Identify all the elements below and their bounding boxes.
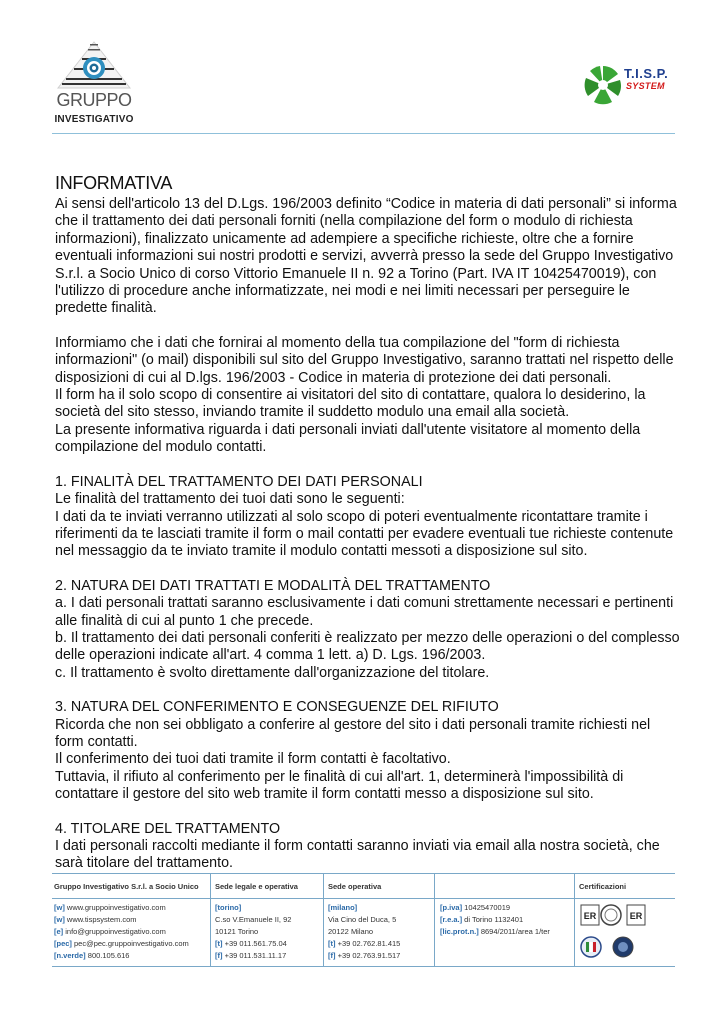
footer-website-2[interactable]: [w] www.tispsystem.com <box>54 915 137 924</box>
intro-paragraph-1: Ai sensi dell'articolo 13 del D.Lgs. 196/2003 definito “Codice in materia di dati personali” si informa che il trattamento dei dati personali forniti (nella compilazione del form o modulo di richiesta informazioni), finalizzato unicamente ad adempiere a specifiche richieste, oltre che a fornire eventuali informazioni sui nostri prodotti e servizi, avverrà presso la sede del Gruppo Investigativo S.r.l. a Socio Unico di corso Vittorio Emanuele II n. 92 a Torino (Part. IVA IT 10425470019), con l'utilizzo di procedure anche informatizzate, nei modi e nei limiti necessari per perseguire le predette finalità. <box>55 196 677 317</box>
tisp-wordmark: T.I.S.P. <box>624 66 669 81</box>
footer-partita-iva: [p.iva] 10425470019 <box>440 903 511 912</box>
footer-company-heading: Gruppo Investigativo S.r.l. a Socio Unico <box>54 882 199 891</box>
intro-paragraph-2: Informiamo che i dati che fornirai al momento della tua compilazione del "form di richiesta informazioni" (o mail) disponibili sul sito del Gruppo Investigativo, saranno trattati nel rispetto delle disposizioni di cui al D.lgs. 196/2003 - Codice in materia di protezione dei dati personali. Il form ha il solo scopo di consentire ai visitatori del sito di contattare, qualora lo desiderino, la società del sito stesso, inviando tramite il suddetto modulo una email alla società. La presente informativa riguarda i dati personali inviati dall'utente visitatore al momento della compilazione del modulo contatti. <box>55 334 674 456</box>
tisp-system-wordmark: SYSTEM <box>626 81 665 91</box>
tisp-system-logo <box>580 60 675 110</box>
section-1-title: 1. FINALITÀ DEL TRATTAMENTO DEI DATI PERSONALI <box>55 473 423 490</box>
footer-col-divider <box>210 873 211 967</box>
footer-address-milano: Via Cino del Duca, 5 <box>328 915 397 924</box>
footer-city-torino: [torino] <box>215 903 242 912</box>
footer-cap-milano: 20122 Milano <box>328 927 374 936</box>
footer-col-divider <box>323 873 324 967</box>
section-2 <box>55 578 680 682</box>
footer-address-torino: C.so V.Emanuele II, 92 <box>215 915 292 924</box>
footer-pec[interactable]: [pec] pec@pec.gruppoinvestigativo.com <box>54 939 189 948</box>
page-footer <box>52 873 675 968</box>
document-body <box>55 172 680 890</box>
footer-fax-milano: [f] +39 02.763.91.517 <box>328 951 401 960</box>
footer-fax-torino: [f] +39 011.531.11.17 <box>215 951 287 960</box>
footer-phone-torino: [t] +39 011.561.75.04 <box>215 939 287 948</box>
footer-certificazioni-heading: Certificazioni <box>579 882 627 891</box>
section-4-title: 4. TITOLARE DEL TRATTAMENTO <box>55 820 281 837</box>
footer-email[interactable]: [e] info@gruppoinvestigativo.com <box>54 927 166 936</box>
footer-rea: [r.e.a.] di Torino 1132401 <box>440 915 524 924</box>
section-1-body: Le finalità del trattamento dei tuoi dati sono le seguenti: I dati da te inviati verranno utilizzati al solo scopo di poteri eventualmente ricontattare tramite i riferimenti da te lasciati tramite il form o mail contatti per evadere eventuali tue richieste contenute nel messaggio da te inviato tramite il modulo contatti messoti a disposizione sul sito. <box>55 491 674 560</box>
logo-word-gruppo: GRUPPO <box>56 90 132 110</box>
certification-icons <box>579 903 669 963</box>
section-2-body: a. I dati personali trattati saranno esclusivamente i dati comuni strettamente necessari e pertinenti alle finalità di cui al punto 1 che precede. b. Il trattamento dei dati personali conferiti è realizzato per mezzo delle operazioni o del complesso delle operazioni indicate all'art. 4 comma 1 lett. a) D. Lgs. 196/2003. c. Il trattamento è svolto direttamente dall'organizzazione del titolare. <box>55 595 680 681</box>
footer-col-divider <box>574 873 575 967</box>
footer-top-rule <box>52 873 675 874</box>
footer-cap-torino: 10121 Torino <box>215 927 259 936</box>
section-3 <box>55 699 680 803</box>
section-4-body: I dati personali raccolti mediante il form contatti saranno inviati via email alla nostra società, che sarà titolare del trattamento. <box>55 838 660 872</box>
footer-website-1[interactable]: [w] www.gruppoinvestigativo.com <box>54 903 166 912</box>
footer-col-divider <box>434 873 435 967</box>
pyramid-eye-icon <box>56 40 132 90</box>
footer-sede-operativa-heading: Sede operativa <box>328 882 382 891</box>
svg-text:ER: ER <box>583 911 597 921</box>
section-1 <box>55 474 680 561</box>
document-title: INFORMATIVA <box>55 173 173 193</box>
footer-mid-rule <box>52 898 675 899</box>
certification-badges <box>579 903 669 963</box>
footer-phone-milano: [t] +39 02.762.81.415 <box>328 939 401 948</box>
footer-numero-verde: [n.verde] 800.105.616 <box>54 951 130 960</box>
footer-sede-legale-heading: Sede legale e operativa <box>215 882 298 891</box>
logo-word-investigativo: INVESTIGATIVO <box>54 114 134 125</box>
page-header <box>0 0 725 135</box>
header-divider <box>52 133 675 134</box>
section-3-title: 3. NATURA DEL CONFERIMENTO E CONSEGUENZE DEL RIFIUTO <box>55 699 499 716</box>
svg-text:ER: ER <box>629 911 643 921</box>
section-2-title: 2. NATURA DEI DATI TRATTATI E MODALITÀ DEL TRATTAMENTO <box>55 577 491 594</box>
footer-city-milano: [milano] <box>328 903 358 912</box>
footer-bottom-rule <box>52 966 675 967</box>
section-3-body: Ricorda che non sei obbligato a conferire al gestore del sito i dati personali tramite richiesti nel form contatti. Il conferimento dei tuoi dati tramite il form contatti è facoltativo. Tuttavia, il rifiuto al conferimento per le finalità di cui all'art. 1, determinerà l'impossibilità di contattare il gestore del sito web tramite il form contatti messo a disposizione sul sito. <box>55 716 651 803</box>
gruppo-investigativo-logo <box>52 40 136 130</box>
footer-licenza: [lic.prot.n.] 8694/2011/area 1/ter <box>440 927 550 936</box>
section-4 <box>55 821 680 873</box>
tisp-swirl-icon <box>582 64 624 106</box>
